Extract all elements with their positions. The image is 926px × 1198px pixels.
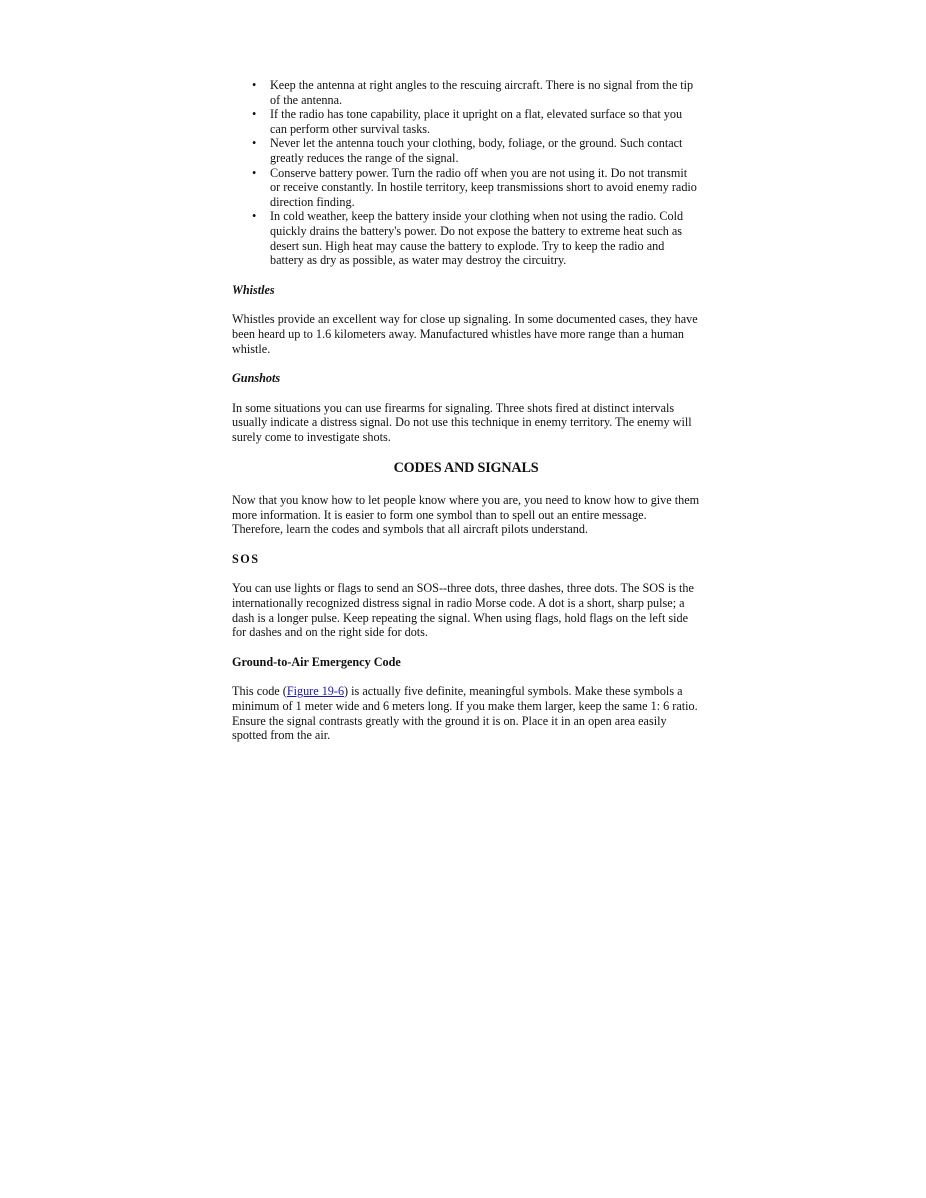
list-item-text: In cold weather, keep the battery inside your clothing when not using the radio. Cold quickly drains the battery's power. Do not expose the battery to extreme heat such as desert sun. High heat may cause the battery to explode. Try to keep the radio and battery as dry as possible, as water may destroy the circuitry.: [270, 209, 684, 268]
list-item: [232, 166, 700, 210]
codes-intro-paragraph: Now that you know how to let people know where you are, you need to know how to give them more information. It is easier to form one symbol than to spell out an entire message. Therefore, learn the codes and symbols that all aircraft pilots understand.: [232, 493, 700, 537]
ground-to-air-paragraph: [232, 684, 700, 742]
list-item: [232, 78, 700, 107]
sos-heading: SOS: [232, 551, 260, 566]
list-item: [232, 107, 700, 136]
whistles-paragraph: Whistles provide an excellent way for close up signaling. In some documented cases, they have been heard up to 1.6 kilometers away. Manufactured whistles have more range than a human whistle.: [232, 312, 698, 356]
gunshots-paragraph: In some situations you can use firearms for signaling. Three shots fired at distinct intervals usually indicate a distress signal. Do not use this technique in enemy territory. The enemy will surely come to investigate shots.: [232, 400, 692, 444]
ground-to-air-text-after: ) is actually five definite, meaningful symbols. Make these symbols a minimum of 1 meter wide and 6 meters long. If you make them larger, keep the same 1: 6 ratio. Ensure the signal contrasts greatly with the ground it is on. Place it in an open area easily spotted from the air.: [232, 684, 698, 743]
bullet-icon: •: [252, 165, 257, 180]
bullet-icon: •: [252, 136, 257, 151]
page-content: [232, 78, 700, 743]
bullet-icon: •: [252, 107, 257, 122]
whistles-heading: Whistles: [232, 282, 275, 297]
bullet-icon: •: [252, 78, 257, 92]
list-item: [232, 209, 700, 267]
sos-paragraph: You can use lights or flags to send an SOS--three dots, three dashes, three dots. The SOS is the internationally recognized distress signal in radio Morse code. A dot is a short, sharp pulse; a dash is a longer pulse. Keep repeating the signal. When using flags, hold flags on the left side for dashes and on the right side for dots.: [232, 581, 694, 640]
figure-19-6-link[interactable]: Figure 19-6: [286, 684, 345, 699]
ground-to-air-text-before: This code (: [232, 684, 287, 699]
list-item-text: Conserve battery power. Turn the radio off when you are not using it. Do not transmit or receive constantly. In hostile territory, keep transmissions short to avoid enemy radio direction finding.: [270, 165, 697, 209]
bullet-icon: •: [252, 209, 257, 224]
gunshots-heading: Gunshots: [232, 371, 281, 386]
section-title: CODES AND SIGNALS: [393, 460, 539, 477]
list-item: [232, 136, 700, 165]
ground-to-air-heading: Ground-to-Air Emergency Code: [232, 654, 401, 669]
list-item-text: Keep the antenna at right angles to the rescuing aircraft. There is no signal from the tip of the antenna.: [270, 78, 694, 107]
radio-tips-list: [232, 78, 700, 268]
list-item-text: If the radio has tone capability, place it upright on a flat, elevated surface so that you can perform other survival tasks.: [270, 107, 683, 136]
list-item-text: Never let the antenna touch your clothing, body, foliage, or the ground. Such contact greatly reduces the range of the signal.: [270, 136, 683, 165]
